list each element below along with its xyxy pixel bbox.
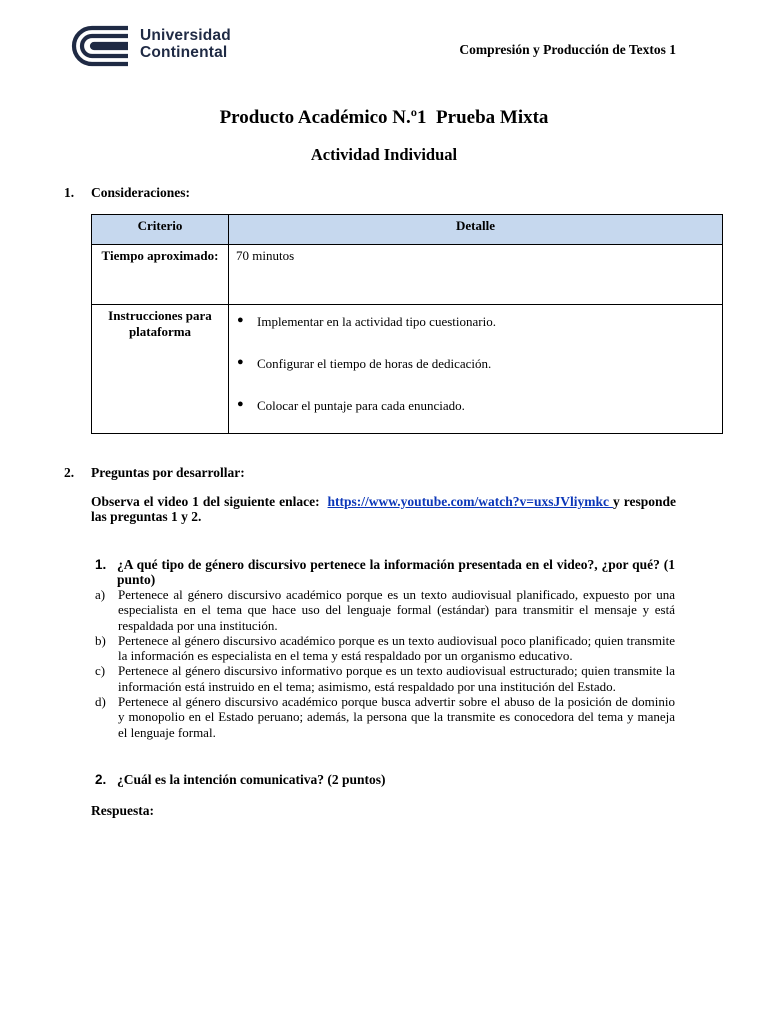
section-considerations — [64, 185, 190, 201]
instructions-list — [236, 314, 715, 414]
criterio-cell: Tiempo aproximado: — [92, 245, 229, 305]
answer-option-d — [95, 694, 675, 740]
section-number: 1. — [64, 185, 75, 200]
answer-options — [95, 587, 675, 740]
intro-text: Observa el video 1 del siguiente enlace: — [91, 494, 328, 509]
section-heading: Preguntas por desarrollar: — [91, 465, 245, 480]
criterio-cell: Instrucciones para plataforma — [92, 305, 229, 434]
answer-option-b — [95, 633, 675, 664]
intro-text-after: y responde las preguntas 1 y 2. — [91, 494, 676, 524]
criteria-table — [91, 214, 723, 434]
column-header-criterio: Criterio — [92, 215, 229, 245]
list-item-text: Colocar el puntaje para cada enunciado. — [257, 398, 465, 413]
list-item — [236, 314, 715, 330]
question-number: 1. — [95, 557, 107, 572]
table-row — [92, 305, 723, 434]
university-name — [140, 27, 231, 61]
option-letter: a) — [95, 587, 106, 602]
university-name-line2: Continental — [140, 44, 228, 61]
video-link[interactable]: https://www.youtube.com/watch?v=uxsJVliymkc — [327, 494, 613, 509]
course-name: Compresión y Producción de Textos 1 — [459, 42, 676, 57]
detalle-cell: 70 minutos — [229, 245, 723, 305]
list-item — [236, 398, 715, 414]
video-intro — [91, 494, 676, 524]
answer-option-c — [95, 663, 675, 694]
section-number: 2. — [64, 465, 75, 480]
question-2 — [95, 772, 675, 787]
bullet-icon: ● — [237, 314, 244, 326]
university-logo — [70, 24, 240, 68]
question-1 — [95, 557, 675, 587]
university-name-line1: Universidad — [140, 27, 231, 44]
document-title: Producto Académico N.º1 Prueba Mixta — [219, 107, 549, 128]
list-item-text: Implementar en la actividad tipo cuestionario. — [257, 314, 496, 329]
option-text: Pertenece al género discursivo informativo porque es un texto audiovisual estructurado; quien transmite la información está instruido en el tema; asimismo, está respaldado por una institución del Estado. — [118, 663, 675, 694]
option-letter: d) — [95, 694, 106, 710]
bullet-icon: ● — [237, 356, 244, 368]
option-letter: b) — [95, 632, 106, 648]
detalle-cell — [229, 305, 723, 434]
column-header-detalle: Detalle — [229, 215, 723, 245]
list-item-text: Configurar el tiempo de horas de dedicación. — [257, 356, 492, 371]
list-item — [236, 356, 715, 372]
question-text: ¿Cuál es la intención comunicativa? (2 puntos) — [117, 772, 386, 787]
response-label: Respuesta: — [91, 803, 154, 818]
question-number: 2. — [95, 772, 107, 787]
document-subtitle: Actividad Individual — [310, 145, 458, 164]
table-header-row — [92, 215, 723, 245]
option-text: Pertenece al género discursivo académico porque es un texto audiovisual planificado, expuesto por una especialista en el tema que hace uso del lenguaje formal (estándar) para transmitir el mensaje y está respaldada por una institución. — [118, 587, 675, 633]
table-row — [92, 245, 723, 305]
option-letter: c) — [95, 663, 106, 679]
question-text: ¿A qué tipo de género discursivo pertenece la información presentada en el video?, ¿por qué? (1 punto) — [117, 557, 675, 587]
bullet-icon: ● — [237, 398, 244, 410]
section-questions — [64, 465, 245, 481]
university-logo-icon — [70, 24, 130, 68]
answer-option-a — [95, 587, 675, 633]
option-text: Pertenece al género discursivo académico porque es un texto audiovisual poco planificado; quien transmite la información es especialista en el tema y está respaldado por un organismo educativo. — [118, 632, 676, 664]
option-text: Pertenece al género discursivo académico porque busca advertir sobre el abuso de la posición de dominio y monopolio en el Estado peruano; además, la persona que la transmite es conocedora del tema y maneja el lenguaje formal. — [118, 694, 675, 740]
section-heading: Consideraciones: — [91, 185, 190, 200]
